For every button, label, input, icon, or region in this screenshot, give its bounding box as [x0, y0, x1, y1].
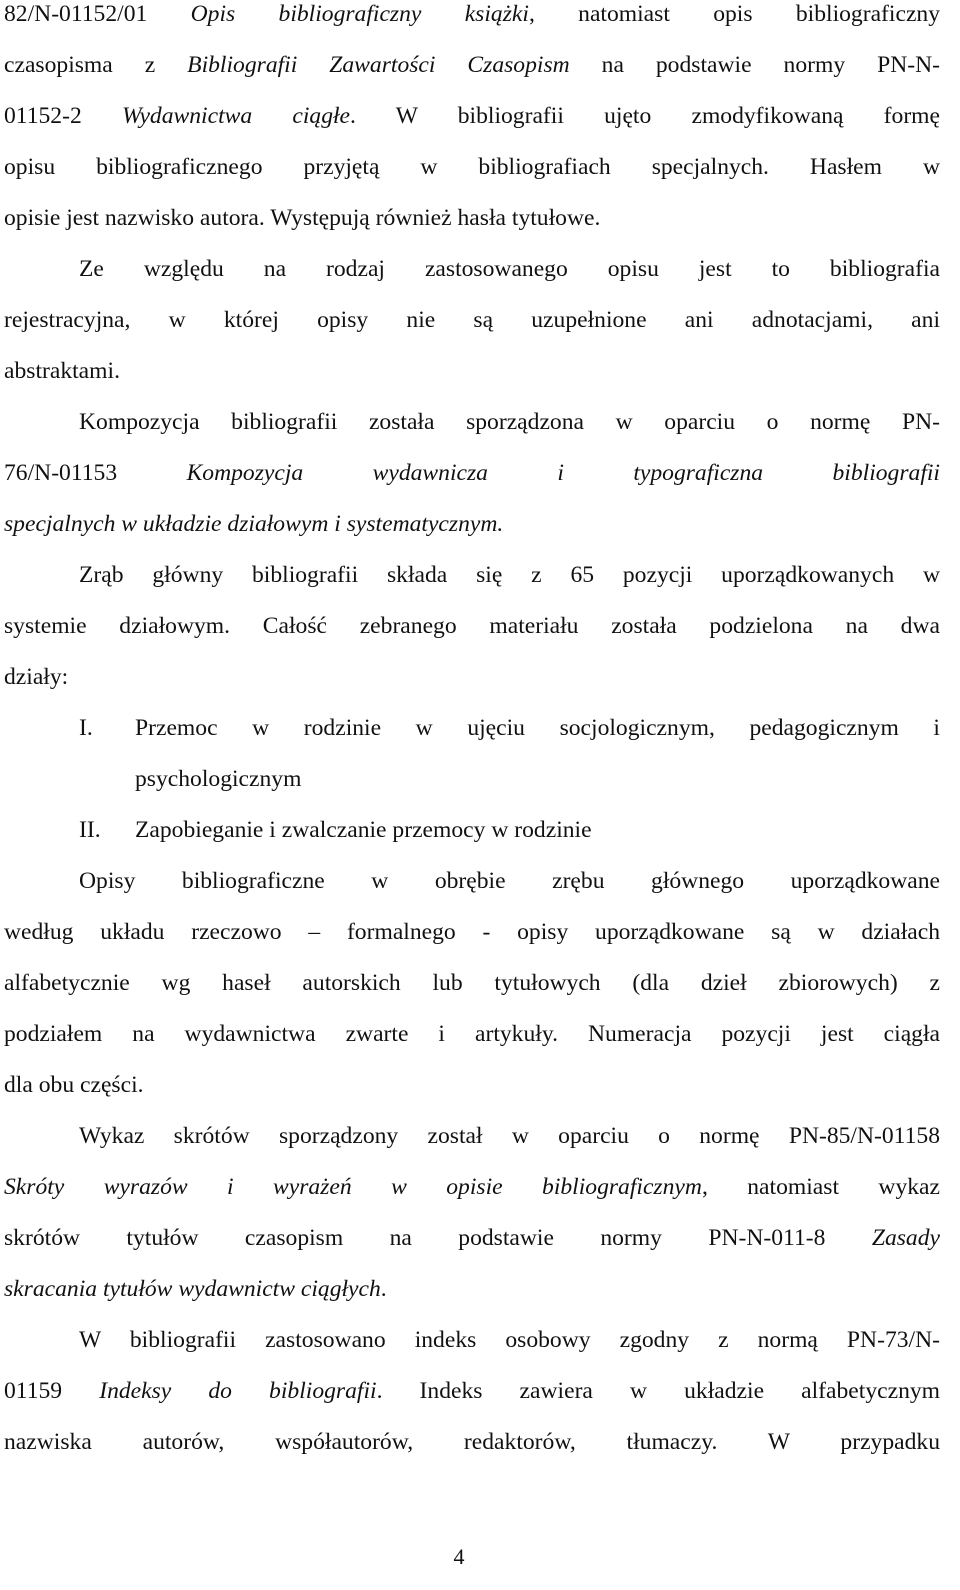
text-line: systemie działowym. Całość zebranego materiału została podzielona na dwa	[4, 613, 940, 639]
text-line: opisie jest nazwisko autora. Występują również hasła tytułowe.	[4, 205, 601, 231]
text-line: czasopisma z Bibliografii Zawartości Czasopism na podstawie normy PN-N-	[4, 52, 941, 78]
text-line: Kompozycja bibliografii została sporządzona w oparciu o normę PN-	[79, 409, 940, 435]
list-item-number: II.	[79, 817, 101, 843]
text-line: alfabetycznie wg haseł autorskich lub tytułowych (dla dzieł zbiorowych) z	[4, 970, 940, 996]
list-item-text: Przemoc w rodzinie w ujęciu socjologicznym, pedagogicznym i	[135, 715, 940, 741]
text-line: 01152-2 Wydawnictwa ciągłe. W bibliografii ujęto zmodyfikowaną formę	[4, 103, 941, 129]
text-line: opisu bibliograficznego przyjętą w bibliografiach specjalnych. Hasłem w	[4, 154, 940, 180]
text-line: dla obu części.	[4, 1072, 144, 1098]
text-line: abstraktami.	[4, 358, 120, 384]
text-line: Ze względu na rodzaj zastosowanego opisu jest to bibliografia	[79, 256, 940, 282]
text-line: W bibliografii zastosowano indeks osobowy zgodny z normą PN-73/N-	[79, 1327, 940, 1353]
page-number: 4	[453, 1544, 465, 1569]
text-line: według układu rzeczowo – formalnego - opisy uporządkowane są w działach	[4, 919, 940, 945]
list-item-number: I.	[79, 715, 93, 741]
list-item	[4, 810, 940, 850]
text-line: 01159 Indeksy do bibliografii. Indeks zawiera w układzie alfabetycznym	[4, 1378, 941, 1404]
text-line: Opisy bibliograficzne w obrębie zrębu głównego uporządkowane	[79, 868, 940, 894]
text-line: 76/N-01153 Kompozycja wydawnicza i typograficzna bibliografii	[4, 460, 940, 486]
text-line: Skróty wyrazów i wyrażeń w opisie bibliograficznym, natomiast wykaz	[4, 1174, 941, 1200]
text-line: Zrąb główny bibliografii składa się z 65 pozycji uporządkowanych w	[79, 562, 940, 588]
text-line: specjalnych w układzie działowym i systematycznym.	[4, 511, 504, 537]
list-item-continuation	[4, 759, 940, 799]
text-line: podziałem na wydawnictwa zwarte i artykuły. Numeracja pozycji jest ciągła	[4, 1021, 940, 1047]
list-item-text: Zapobieganie i zwalczanie przemocy w rodzinie	[135, 817, 592, 843]
text-line: rejestracyjna, w której opisy nie są uzupełnione ani adnotacjami, ani	[4, 307, 940, 333]
text-line: 82/N-01152/01 Opis bibliograficzny książki, natomiast opis bibliograficzny	[4, 1, 941, 27]
list-item-text: psychologicznym	[135, 766, 302, 792]
text-line: Wykaz skrótów sporządzony został w oparciu o normę PN-85/N-01158	[79, 1123, 940, 1149]
list-item	[4, 708, 940, 748]
text-line: skracania tytułów wydawnictw ciągłych.	[4, 1276, 387, 1302]
text-line: nazwiska autorów, współautorów, redaktorów, tłumaczy. W przypadku	[4, 1429, 940, 1455]
text-line: działy:	[4, 664, 69, 690]
text-line: skrótów tytułów czasopism na podstawie normy PN-N-011-8 Zasady	[4, 1225, 940, 1251]
